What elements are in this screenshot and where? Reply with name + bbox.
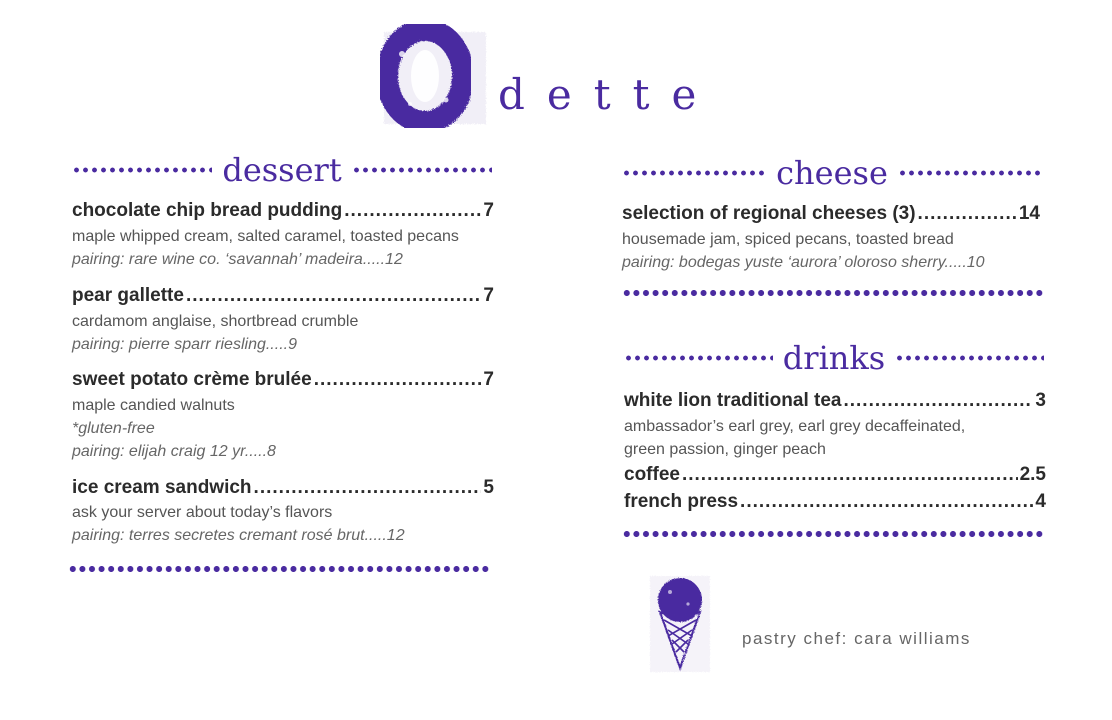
dotted-divider (352, 166, 492, 174)
dotted-divider (624, 354, 773, 362)
menu-item-coffee (624, 464, 1046, 486)
menu-item-pear-gallette (72, 285, 494, 307)
dot-leader (918, 203, 1017, 225)
item-description-line: green passion, ginger peach (624, 441, 826, 458)
item-name: selection of regional cheeses (3) (622, 203, 916, 224)
dessert-header (72, 150, 492, 190)
item-name: french press (624, 491, 739, 512)
dotted-divider (895, 354, 1044, 362)
dot-leader (682, 464, 1018, 486)
dot-leader (843, 390, 1033, 412)
item-name: chocolate chip bread pudding (72, 200, 343, 221)
item-note: *gluten-free (72, 420, 155, 437)
item-description: maple whipped cream, salted caramel, toasted pecans (72, 228, 459, 245)
item-price: 7 (483, 369, 494, 390)
item-name: sweet potato crème brulée (72, 369, 312, 390)
dot-leader (314, 369, 482, 391)
item-price: 4 (1035, 491, 1046, 512)
item-description: cardamom anglaise, shortbread crumble (72, 313, 359, 330)
item-pairing: pairing: rare wine co. ‘savannah’ madeira.....12 (72, 251, 403, 268)
item-name: pear gallette (72, 285, 184, 306)
pastry-chef-credit: pastry chef: cara williams (742, 629, 971, 648)
logo-o-stamp-icon (380, 24, 490, 128)
item-name: white lion traditional tea (624, 390, 842, 411)
item-price: 14 (1018, 203, 1040, 224)
item-pairing: pairing: terres secretes cremant rosé brut.....12 (72, 527, 405, 544)
drinks-header (624, 338, 1044, 378)
logo (380, 24, 740, 132)
menu-item-ice-cream-sandwich (72, 477, 494, 499)
cheese-bottom-divider (622, 288, 1044, 298)
item-price: 3 (1035, 390, 1046, 411)
menu-item-french-press (624, 491, 1046, 513)
drinks-title: drinks (782, 339, 886, 377)
dotted-divider (898, 169, 1042, 177)
dessert-bottom-divider (68, 564, 490, 574)
cheese-title: cheese (776, 154, 888, 192)
item-pairing: pairing: bodegas yuste ‘aurora’ oloroso sherry.....10 (622, 254, 985, 271)
item-description-line: ambassador’s earl grey, earl grey decaffeinated, (624, 418, 966, 435)
item-name: ice cream sandwich (72, 477, 252, 498)
item-price: 7 (483, 285, 494, 306)
item-price: 5 (483, 477, 494, 498)
cheese-header (622, 153, 1042, 193)
item-pairing: pairing: pierre sparr riesling.....9 (72, 336, 297, 353)
item-description: housemade jam, spiced pecans, toasted bread (622, 231, 954, 248)
item-description: ask your server about today’s flavors (72, 504, 333, 521)
drinks-bottom-divider (622, 529, 1044, 539)
dot-leader (344, 200, 481, 222)
menu-item-regional-cheeses (622, 203, 1040, 225)
ice-cream-cone-icon (648, 574, 712, 674)
item-description: maple candied walnuts (72, 397, 235, 414)
item-price: 7 (483, 200, 494, 221)
menu-item-sweet-potato-creme-brulee (72, 369, 494, 391)
dot-leader (186, 285, 481, 307)
dotted-divider (72, 166, 212, 174)
menu-item-chocolate-chip-bread-pudding (72, 200, 494, 222)
item-price: 2.5 (1019, 464, 1046, 485)
item-pairing: pairing: elijah craig 12 yr.....8 (72, 443, 276, 460)
dot-leader (254, 477, 482, 499)
dotted-divider (622, 169, 766, 177)
logo-wordmark: dette (498, 70, 719, 119)
dot-leader (740, 491, 1033, 513)
dessert-title: dessert (222, 151, 342, 189)
item-name: coffee (624, 464, 680, 485)
menu-item-white-lion-tea (624, 390, 1046, 412)
